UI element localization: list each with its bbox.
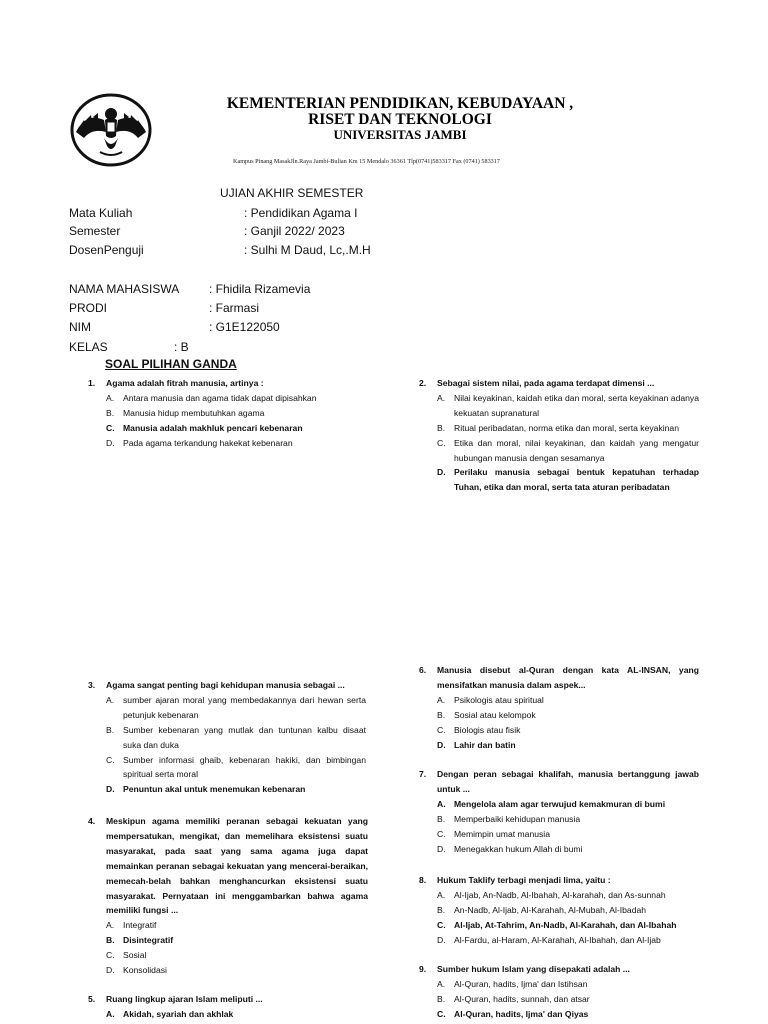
prodi-label: PRODI: [69, 301, 108, 315]
option-letter: A.: [437, 889, 446, 900]
option-c: [419, 436, 699, 466]
question-text: Dengan peran sebagai khalifah, manusia bertanggung jawab untuk ...: [437, 769, 699, 794]
option-c: [88, 753, 366, 783]
option-a-answer: [419, 797, 699, 812]
option-letter: B.: [437, 422, 446, 433]
question-6: [419, 663, 699, 752]
option-text: Pada agama terkandung hakekat kebenaran: [123, 437, 293, 448]
option-letter: D.: [106, 965, 115, 976]
question-text: Manusia disebut al-Quran dengan kata AL-INSAN, yang mensifatkan manusia dalam aspek...: [437, 665, 699, 690]
question-number: 1.: [88, 378, 96, 388]
question-8: [419, 873, 704, 948]
question-number: 5.: [88, 994, 96, 1004]
question-text: Sebagai sistem nilai, pada agama terdapat dimensi ...: [437, 378, 655, 388]
option-b: [419, 903, 704, 918]
option-b: [419, 708, 699, 723]
option-text: Lahir dan batin: [454, 739, 516, 750]
option-text: Sosial: [123, 950, 147, 961]
option-d: [419, 933, 704, 948]
option-letter: B.: [437, 813, 446, 824]
option-d-answer: [419, 465, 699, 495]
option-d: [88, 963, 368, 978]
question-number: 3.: [88, 680, 96, 690]
option-text: Psikologis atau spiritual: [454, 694, 544, 705]
option-a: [88, 693, 366, 723]
question-9: [419, 962, 704, 1022]
nim-label: NIM: [69, 320, 91, 334]
option-letter: B.: [437, 709, 446, 720]
option-c-answer: [419, 1007, 704, 1022]
campus-address: Kampus Pinang MasakJln.Raya Jambi-Bulian Km 15 Mendalo 36361 Tlp(0741)583317 Fax (0741) 583317: [233, 158, 500, 165]
question-5: [88, 992, 368, 1022]
option-d: [88, 436, 350, 451]
question-7: [419, 767, 699, 856]
option-letter: B.: [106, 407, 115, 418]
prodi-value: : Farmasi: [209, 301, 260, 315]
option-letter: C.: [106, 422, 115, 433]
option-text: Al-Quran, hadits, sunnah, dan atsar: [454, 993, 590, 1004]
option-text: sumber ajaran moral yang membedakannya dari hewan serta petunjuk kebenaran: [123, 694, 366, 720]
option-c-answer: [88, 421, 350, 436]
option-letter: D.: [437, 467, 446, 478]
course-label: Mata Kuliah: [69, 206, 133, 220]
option-text: Sosial atau kelompok: [454, 709, 536, 720]
option-letter: B.: [106, 935, 115, 946]
option-text: Perilaku manusia sebagai bentuk kepatuhan terhadap Tuhan, etika dan moral, serta tata aturan peribadatan: [454, 467, 699, 493]
option-letter: C.: [437, 437, 446, 448]
option-letter: B.: [437, 993, 446, 1004]
lecturer-value: : Sulhi M Daud, Lc,.M.H: [244, 243, 371, 257]
option-text: Sumber informasi ghaib, kebenaran hakiki, dan bimbingan spiritual serta moral: [123, 754, 366, 780]
option-text: Sumber kebenaran yang mutlak dan tuntunan kalbu disaat suka dan duka: [123, 724, 366, 750]
option-letter: A.: [437, 978, 446, 989]
option-letter: D.: [437, 843, 446, 854]
option-b: [88, 723, 366, 753]
option-letter: A.: [106, 392, 115, 403]
question-text: Hukum Taklify terbagi menjadi lima, yaitu :: [437, 875, 611, 885]
option-text: Memperbaiki kehidupan manusia: [454, 813, 581, 824]
option-a: [419, 977, 704, 992]
option-text: Al-Quran, hadits, Ijma' dan Istihsan: [454, 978, 588, 989]
option-text: Al-Quran, hadits, Ijma' dan Qiyas: [454, 1008, 589, 1019]
ministry-subtitle: RISET DAN TEKNOLOGI: [308, 111, 492, 128]
option-text: Integratif: [123, 920, 157, 931]
question-number: 4.: [88, 816, 96, 826]
option-letter: D.: [437, 739, 446, 750]
question-number: 9.: [419, 964, 427, 974]
question-text: Sumber hukum Islam yang disepakati adalah ...: [437, 964, 630, 974]
option-letter: B.: [437, 904, 446, 915]
option-a: [419, 391, 699, 421]
option-text: An-Nadb, Al-Ijab, Al-Karahah, Al-Mubah, Al-Ibadah: [454, 904, 647, 915]
question-number: 7.: [419, 769, 427, 779]
option-letter: A.: [437, 694, 446, 705]
option-letter: B.: [106, 724, 115, 735]
option-text: Mengelola alam agar terwujud kemakmuran di bumi: [454, 798, 666, 809]
option-letter: C.: [106, 754, 115, 765]
option-letter: C.: [437, 828, 446, 839]
ministry-title: KEMENTERIAN PENDIDIKAN, KEBUDAYAAN ,: [226, 95, 574, 112]
option-letter: D.: [106, 784, 115, 795]
option-letter: A.: [437, 798, 446, 809]
question-text: Agama sangat penting bagi kehidupan manusia sebagai ...: [106, 680, 345, 690]
option-c-answer: [419, 918, 704, 933]
option-a: [88, 918, 368, 933]
question-1: [88, 376, 350, 451]
option-text: Disintegratif: [123, 935, 174, 946]
question-text: Agama adalah fitrah manusia, artinya :: [106, 378, 264, 388]
option-text: Memimpin umat manusia: [454, 828, 550, 839]
option-b-answer: [88, 933, 368, 948]
option-letter: C.: [437, 724, 446, 735]
option-d: [419, 842, 699, 857]
option-b: [419, 812, 699, 827]
question-text: Ruang lingkup ajaran Islam meliputi ...: [106, 994, 263, 1004]
question-3: [88, 678, 366, 797]
option-letter: D.: [106, 437, 115, 448]
option-text: Konsolidasi: [123, 965, 167, 976]
kelas-value: : B: [174, 340, 189, 354]
semester-value: : Ganjil 2022/ 2023: [244, 224, 345, 238]
option-c: [419, 827, 699, 842]
option-letter: A.: [106, 920, 115, 931]
option-text: Al-Fardu, al-Haram, Al-Karahah, Al-Ibahah, dan Al-Ijab: [454, 934, 661, 945]
nim-value: : G1E122050: [209, 320, 280, 334]
option-b: [419, 992, 704, 1007]
option-c: [88, 948, 368, 963]
question-number: 8.: [419, 875, 427, 885]
option-text: Penuntun akal untuk menemukan kebenaran: [123, 784, 306, 795]
option-letter: D.: [437, 934, 446, 945]
option-letter: C.: [437, 1008, 446, 1019]
option-letter: C.: [437, 919, 446, 930]
option-text: Manusia adalah makhluk pencari kebenaran: [123, 422, 303, 433]
option-letter: A.: [437, 392, 446, 403]
kelas-label: KELAS: [69, 340, 108, 354]
option-text: Akidah, syariah dan akhlak: [123, 1008, 234, 1019]
student-name-value: : Fhidila Rizamevia: [209, 282, 311, 296]
question-number: 6.: [419, 665, 427, 675]
option-text: Manusia hidup membutuhkan agama: [123, 407, 265, 418]
university-logo: [70, 92, 152, 168]
question-2: [419, 376, 699, 495]
option-text: Al-Ijab, An-Nadb, Al-Ibahah, Al-karahah, dan As-sunnah: [454, 889, 666, 900]
option-d-answer: [419, 738, 699, 753]
course-value: : Pendidikan Agama I: [244, 206, 358, 220]
option-c: [419, 723, 699, 738]
option-b: [419, 421, 699, 436]
option-letter: C.: [106, 950, 115, 961]
option-a: [419, 693, 699, 708]
option-text: Biologis atau fisik: [454, 724, 521, 735]
question-number: 2.: [419, 378, 427, 388]
option-b: [88, 406, 350, 421]
question-text: Meskipun agama memiliki peranan sebagai kekuatan yang mempersatukan, mengikat, dan memelihara eksistensi suatu masyarakat, pada saat yang sama agama juga dapat memainkan peranan sebagai kekuatan yang mencerai-beraikan, memecah-belah bahkan menghancurkan eksistensi suatu masyarakat. Pernyataan ini menggambarkan bahwa agama memiliki fungsi ...: [106, 816, 368, 916]
option-text: Nilai keyakinan, kaidah etika dan moral, serta keyakinan adanya kekuatan supranatural: [454, 392, 699, 418]
option-text: Antara manusia dan agama tidak dapat dipisahkan: [123, 392, 317, 403]
section-title: SOAL PILIHAN GANDA: [105, 357, 237, 371]
option-d-answer: [88, 782, 366, 797]
option-a-answer: [88, 1007, 368, 1022]
question-4: [88, 814, 368, 978]
option-letter: A.: [106, 694, 115, 705]
student-name-label: NAMA MAHASISWA: [69, 282, 180, 296]
university-name: UNIVERSITAS JAMBI: [333, 127, 467, 142]
option-a: [419, 888, 704, 903]
option-letter: A.: [106, 1008, 115, 1019]
option-text: Ritual peribadatan, norma etika dan moral, serta keyakinan: [454, 422, 679, 433]
option-text: Etika dan moral, nilai keyakinan, dan kaidah yang mengatur hubungan manusia dengan sesamanya: [454, 437, 699, 463]
option-a: [88, 391, 350, 406]
exam-title: UJIAN AKHIR SEMESTER: [220, 186, 364, 200]
semester-label: Semester: [69, 224, 121, 238]
option-text: Menegakkan hukum Allah di bumi: [454, 843, 583, 854]
option-text: Al-Ijab, At-Tahrim, An-Nadb, Al-Karahah, dan Al-Ibahah: [454, 919, 677, 930]
lecturer-label: DosenPenguji: [69, 243, 144, 257]
